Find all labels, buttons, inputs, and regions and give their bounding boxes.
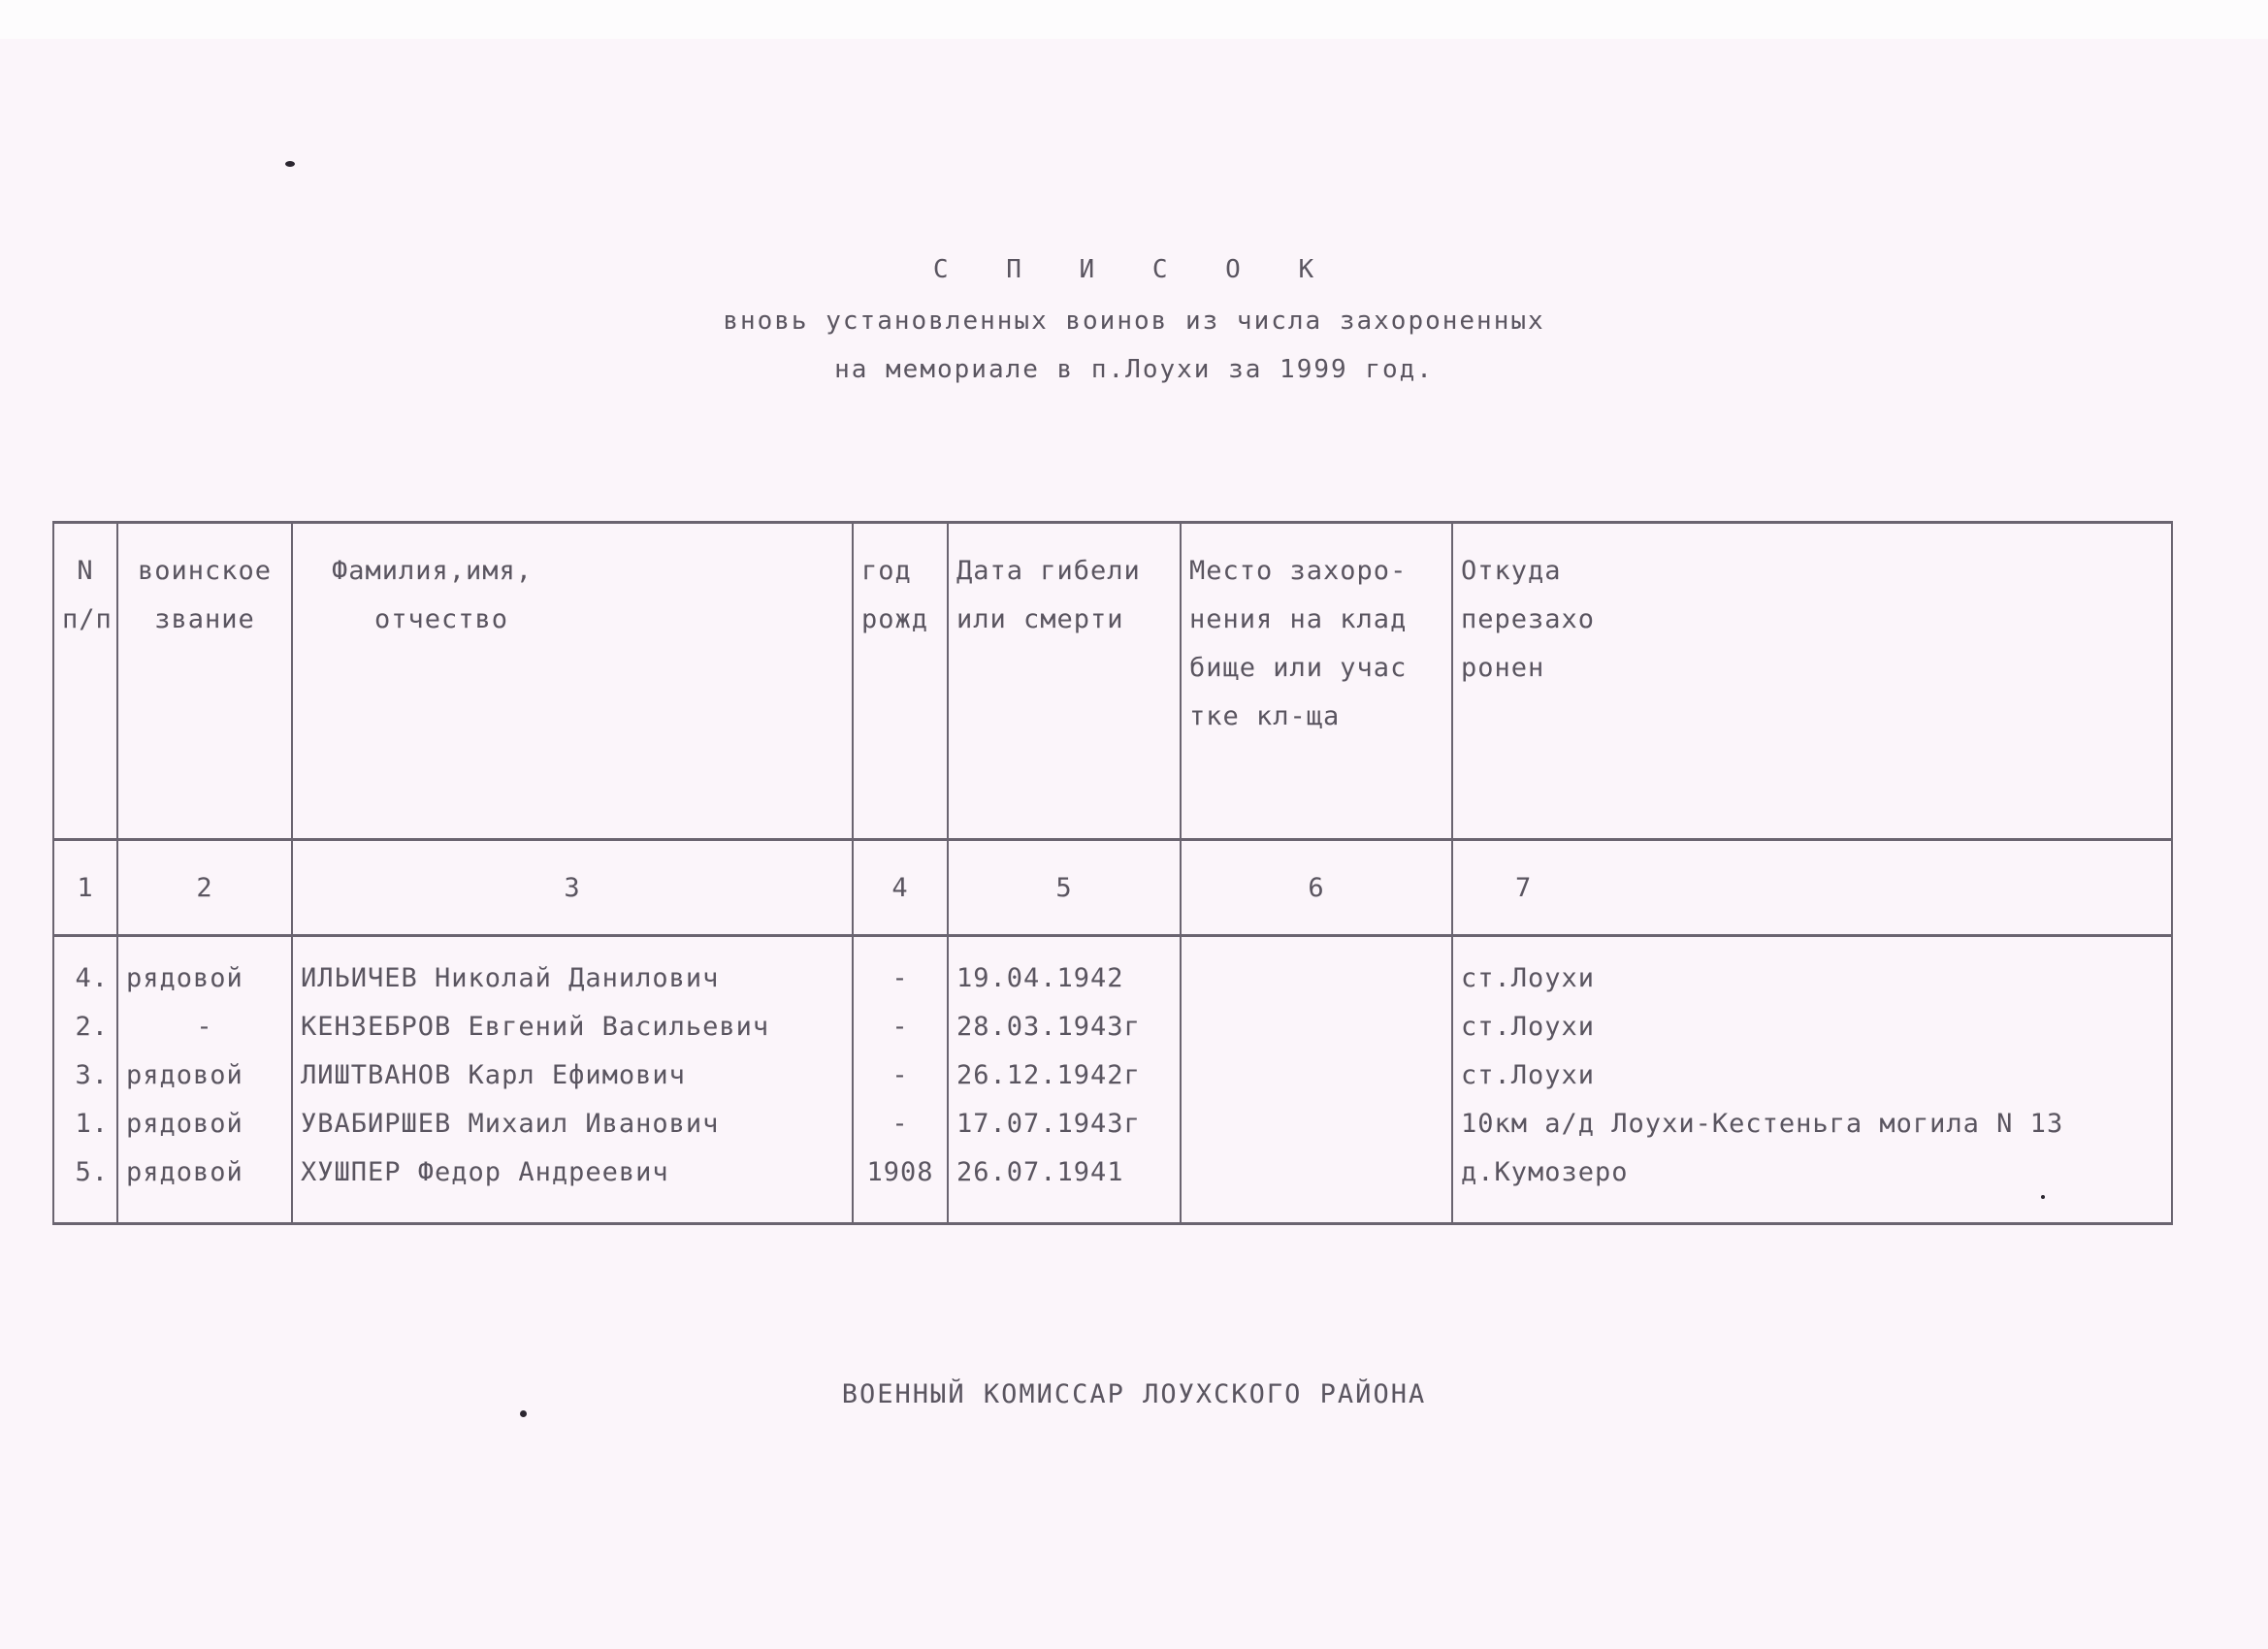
header-birth-year: год рожд: [853, 523, 948, 840]
row-rank: рядовой: [117, 1100, 292, 1148]
scan-speck: [520, 1410, 527, 1417]
row-burial-place: [1181, 936, 1452, 1004]
header-number: N п/п: [53, 523, 117, 840]
column-number: 3: [292, 840, 853, 936]
row-reburied-from: ст.Лоухи: [1452, 1003, 2172, 1051]
row-reburied-from: ст.Лоухи: [1452, 936, 2172, 1004]
row-death-date: 26.07.1941: [948, 1148, 1181, 1224]
row-birth-year: -: [853, 936, 948, 1004]
row-full-name: ХУШПЕР Федор Андреевич: [292, 1148, 853, 1224]
row-rank: рядовой: [117, 1051, 292, 1100]
scan-speck: [285, 161, 295, 167]
row-death-date: 26.12.1942г: [948, 1051, 1181, 1100]
scan-top-edge: [0, 0, 2268, 39]
document-title: С П И С О К: [932, 255, 1336, 284]
header-death-date: Дата гибели или смерти: [948, 523, 1181, 840]
document-subtitle-line2: на мемориале в п.Лоухи за 1999 год.: [834, 355, 1434, 384]
row-rank: -: [117, 1003, 292, 1051]
row-full-name: ИЛЬИЧЕВ Николай Данилович: [292, 936, 853, 1004]
header-reburied-from: Откуда перезахо ронен: [1452, 523, 2172, 840]
row-full-name: КЕНЗЕБРОВ Евгений Васильевич: [292, 1003, 853, 1051]
table-row: [53, 1003, 2172, 1051]
row-number: 4.: [53, 936, 117, 1004]
scan-speck: [2041, 1195, 2045, 1199]
column-number: 6: [1181, 840, 1452, 936]
header-full-name: Фамилия,имя, отчество: [292, 523, 853, 840]
table-row: [53, 1100, 2172, 1148]
row-number: 2.: [53, 1003, 117, 1051]
row-burial-place: [1181, 1100, 1452, 1148]
row-birth-year: -: [853, 1003, 948, 1051]
row-burial-place: [1181, 1003, 1452, 1051]
table-row: [53, 1148, 2172, 1224]
burial-register-table: [52, 521, 2173, 1225]
row-birth-year: -: [853, 1100, 948, 1148]
row-reburied-from: 10км а/д Лоухи-Кестеньга могила N 13: [1452, 1100, 2172, 1148]
row-birth-year: -: [853, 1051, 948, 1100]
row-reburied-from: ст.Лоухи: [1452, 1051, 2172, 1100]
row-rank: рядовой: [117, 936, 292, 1004]
row-rank: рядовой: [117, 1148, 292, 1224]
column-number: 2: [117, 840, 292, 936]
row-reburied-from: д.Кумозеро: [1452, 1148, 2172, 1224]
row-burial-place: [1181, 1051, 1452, 1100]
signature-line: ВОЕННЫЙ КОМИССАР ЛОУХСКОГО РАЙОНА: [841, 1379, 1427, 1409]
row-full-name: УВАБИРШЕВ Михаил Иванович: [292, 1100, 853, 1148]
table-header-row: [53, 523, 2172, 840]
header-rank: воинское звание: [117, 523, 292, 840]
column-numbers-row: [53, 840, 2172, 936]
document-subtitle-line1: вновь установленных воинов из числа захороненных: [723, 307, 1545, 336]
column-number: 7: [1452, 840, 2172, 936]
row-death-date: 17.07.1943г: [948, 1100, 1181, 1148]
row-number: 1.: [53, 1100, 117, 1148]
table-row: [53, 936, 2172, 1004]
document-heading: [0, 250, 2268, 394]
row-number: 5.: [53, 1148, 117, 1224]
row-birth-year: 1908: [853, 1148, 948, 1224]
row-full-name: ЛИШТВАНОВ Карл Ефимович: [292, 1051, 853, 1100]
header-burial-place: Место захоро- нения на клад бище или учас тке кл-ща: [1181, 523, 1452, 840]
column-number: 5: [948, 840, 1181, 936]
row-number: 3.: [53, 1051, 117, 1100]
row-burial-place: [1181, 1148, 1452, 1224]
column-number: 4: [853, 840, 948, 936]
table-row: [53, 1051, 2172, 1100]
row-death-date: 19.04.1942: [948, 936, 1181, 1004]
column-number: 1: [53, 840, 117, 936]
row-death-date: 28.03.1943г: [948, 1003, 1181, 1051]
